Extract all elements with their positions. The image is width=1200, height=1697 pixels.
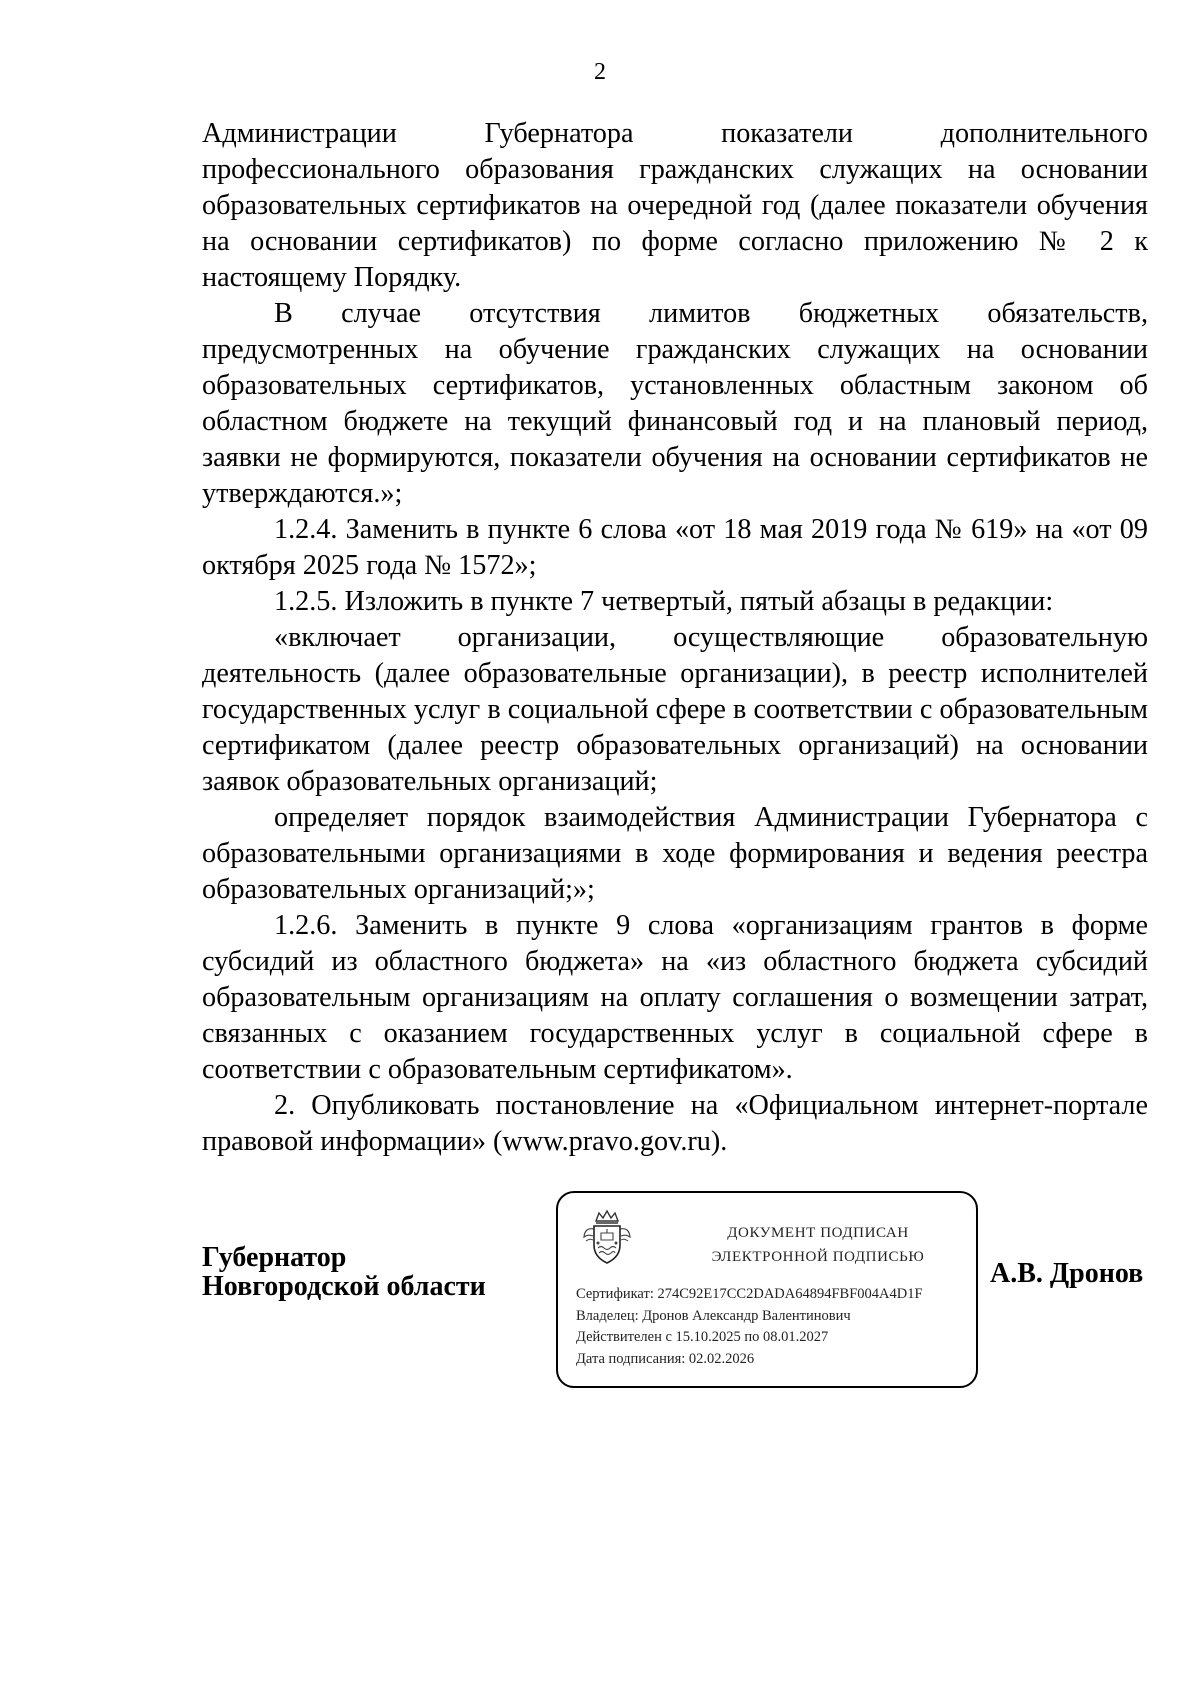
paragraph: 2. Опубликовать постановление на «Официальном интернет-портале правовой информации» (www.pravo.gov.ru). [202,1090,1148,1157]
signatory-title [202,1243,486,1301]
stamp-signing-date: Дата подписания: 02.02.2026 [576,1350,755,1367]
stamp-owner: Владелец: Дронов Александр Валентинович [576,1307,851,1324]
paragraph: В случае отсутствия лимитов бюджетных обязательств, предусмотренных на обучение гражданских служащих на основании образовательных сертификатов, установленных областным законом об областном бюджете на текущий финансовый год и на плановый период, заявки не формируются, показатели обучения на основании сертификатов не утверждаются.»; [202,298,1148,509]
paragraph: 1.2.4. Заменить в пункте 6 слова «от 18 мая 2019 года № 619» на «от 09 октября 2025 года № 1572»; [202,514,1148,581]
stamp-certificate: Сертификат: 274C92E17CC2DADA64894FBF004A4D1F [576,1286,923,1302]
page-number: 2 [594,59,606,85]
stamp-header-line2: ЭЛЕКТРОННОЙ ПОДПИСЬЮ [711,1249,925,1265]
e-signature-stamp [556,1191,978,1388]
stamp-header-line1: ДОКУМЕНТ ПОДПИСАН [727,1225,909,1241]
paragraph: Администрации Губернатора показатели дополнительного профессионального образования гражданских служащих на основании образовательных сертификатов на очередной год (далее показатели обучения на основании сертификатов) по форме согласно приложению № 2 к настоящему Порядку. [202,118,1148,293]
stamp-validity: Действителен с 15.10.2025 по 08.01.2027 [576,1329,829,1345]
stamp-header [668,1221,968,1269]
paragraph: 1.2.5. Изложить в пункте 7 четвертый, пятый абзацы в редакции: [274,586,1054,617]
paragraph: 1.2.6. Заменить в пункте 9 слова «организациям грантов в форме субсидий из областного бюджета» на «из областного бюджета субсидий образовательным организациям на оплату соглашения о возмещении затрат, связанных с оказанием государственных услуг в социальной сфере в соответствии с образовательным сертификатом». [202,910,1148,1085]
paragraph: определяет порядок взаимодействия Администрации Губернатора с образовательными организациями в ходе формирования и ведения реестра образовательных организаций;»; [202,802,1148,905]
document-body [202,116,1148,1160]
signatory-title-line1: Губернатор [202,1242,347,1273]
paragraph: «включает организации, осуществляющие образовательную деятельность (далее образовательные организации), в реестр исполнителей государственных услуг в социальной сфере в соответствии с образовательным сертификатом (далее реестр образовательных организаций) на основании заявок образовательных организаций; [202,622,1148,797]
signatory-name: А.В. Дронов [990,1258,1144,1289]
signatory-title-line2: Новгородской области [202,1271,486,1302]
coat-of-arms-icon [582,1207,632,1269]
stamp-details [576,1284,976,1370]
